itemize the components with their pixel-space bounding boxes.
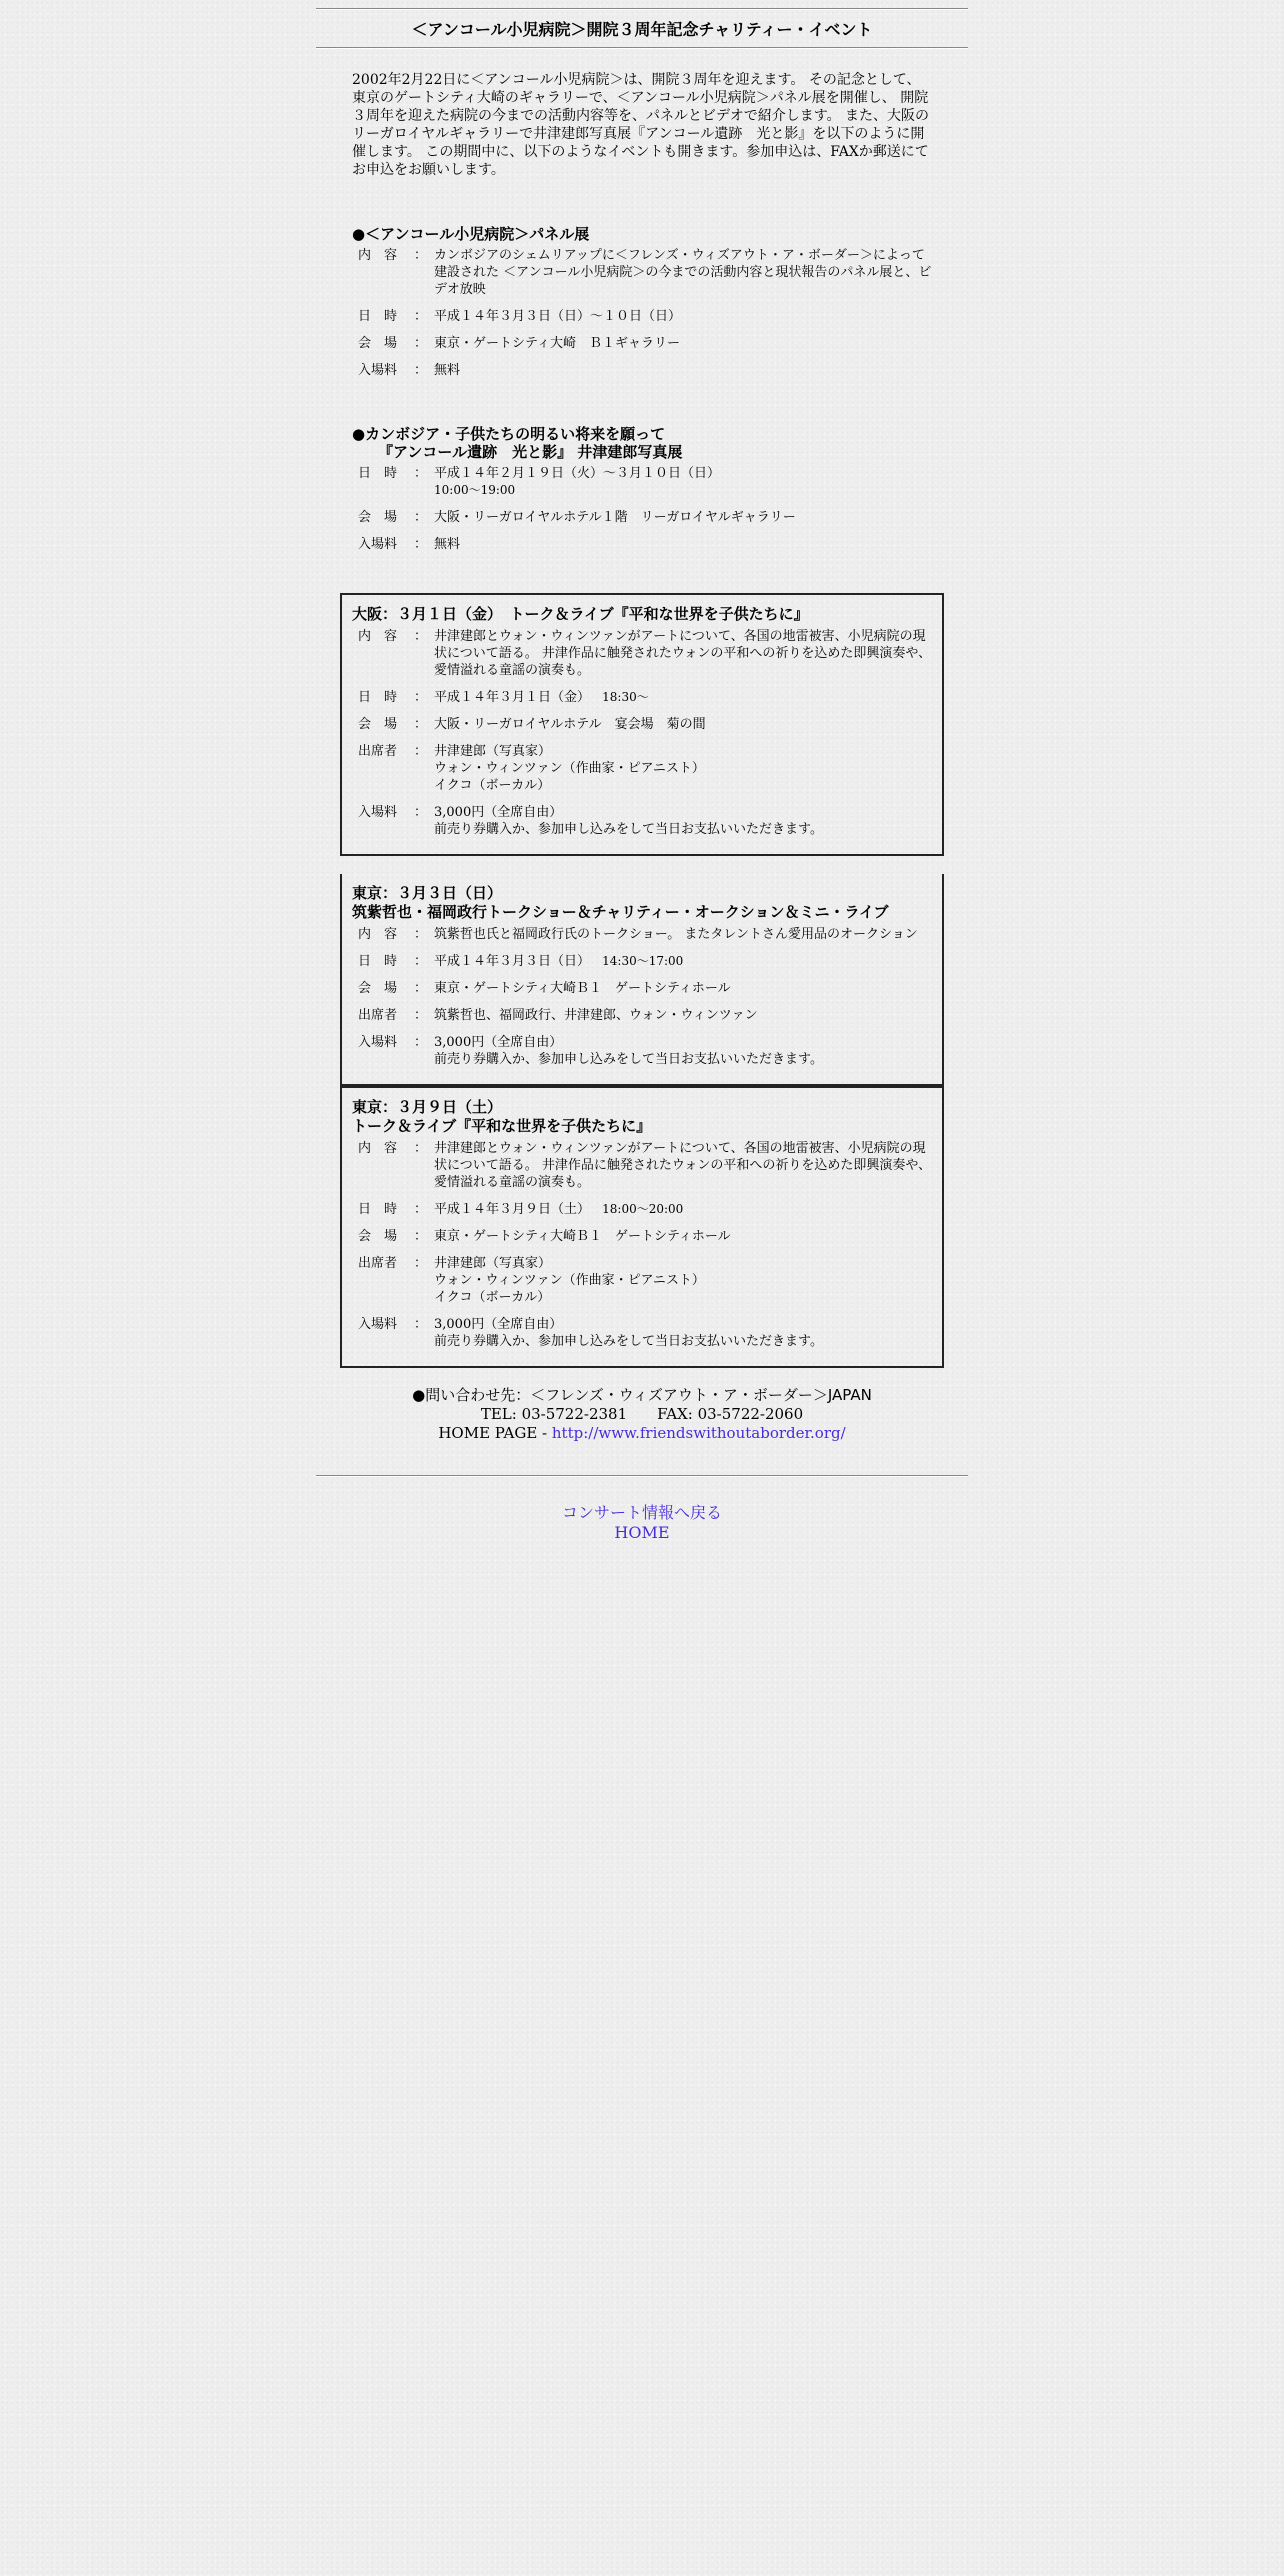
colon: ： [414,690,428,705]
contact-phone-fax: TEL: 03-5722-2381 FAX: 03-5722-2060 [480,1405,804,1423]
colon: ： [414,248,428,263]
info-row-venue [352,980,932,1007]
label-admission: 入場料 [358,805,398,820]
event-time: 18:00～20:00 [602,1202,684,1216]
label-venue: 会 場 [358,717,398,732]
value-performers [434,1255,932,1316]
label-content: 内 容 [358,248,398,263]
footer-nav [316,1503,968,1543]
colon: ： [414,1317,428,1332]
info-row-datetime [352,465,932,509]
label-datetime: 日 時 [358,690,398,705]
value-venue: 東京・ゲートシティ大崎Ｂ１ ゲートシティホール [434,1229,731,1244]
contact-info [316,1386,968,1443]
event-title: 大阪：３月１日（金） トーク＆ライブ『平和な世界を子供たちに』 [352,605,809,623]
colon: ： [414,336,428,351]
info-row-performers [352,1007,932,1034]
date-range: 平成１４年２月１９日（火）～３月１０日（日） [434,466,721,481]
info-row-content [352,628,932,689]
info-row-admission [352,362,932,389]
event-box-osaka [340,593,944,856]
performer: ウォン・ウィンツァン（作曲家・ピアニスト） [434,1273,705,1288]
info-row-venue [352,335,932,362]
info-row-venue [352,509,932,536]
event-box-tokyo-mar3 [340,874,944,1086]
value-content: 井津建郎とウォン・ウィンツァンがアートについて、各国の地雷被害、小児病院の現状について語る。 井津作品に触発されたウォンの平和への祈りを込めた即興演奏や、愛情溢れる童謡の演奏も。 [434,1141,932,1190]
photo-exhibition-section [352,425,932,563]
performer: 井津建郎（写真家） [434,744,552,759]
panel-exhibition-section [352,225,932,389]
label-performers: 出席者 [358,744,398,759]
info-table [352,247,932,389]
home-link[interactable]: HOME [614,1523,670,1542]
performer: イクコ（ボーカル） [434,778,551,793]
value-datetime [434,465,932,509]
value-admission: 無料 [434,363,461,378]
colon: ： [414,1035,428,1050]
section-title: ●＜アンコール小児病院＞パネル展 [352,225,590,243]
colon: ： [414,717,428,732]
section-title [352,425,932,461]
colon: ： [414,954,428,969]
value-performers [434,743,932,804]
colon: ： [414,1141,428,1156]
label-content: 内 容 [358,927,398,942]
event-title-line1: 東京：３月３日（日） [352,884,503,902]
label-admission: 入場料 [358,363,398,378]
event-date: 平成１４年３月１日（金） [434,690,591,705]
event-title-line1: 東京：３月９日（土） [352,1098,503,1116]
value-datetime [434,689,932,716]
label-venue: 会 場 [358,1229,398,1244]
value-datetime [434,953,932,980]
value-content: 筑紫哲也氏と福岡政行氏のトークショー。 またタレントさん愛用品のオークション [434,927,918,942]
colon: ： [414,805,428,820]
info-row-datetime [352,308,932,335]
colon: ： [414,1229,428,1244]
label-venue: 会 場 [358,510,398,525]
label-datetime: 日 時 [358,466,398,481]
info-row-content [352,247,932,308]
info-row-venue [352,716,932,743]
colon: ： [414,309,428,324]
value-admission [434,804,932,848]
event-title-line2: トーク＆ライブ『平和な世界を子供たちに』 [352,1117,652,1135]
value-content: カンボジアのシェムリアップに＜フレンズ・ウィズアウト・ア・ボーダー＞によって建設された ＜アンコール小児病院＞の今までの活動内容と現状報告のパネル展と、ビデオ放映 [434,248,932,297]
colon: ： [414,510,428,525]
label-venue: 会 場 [358,336,398,351]
colon: ： [414,981,428,996]
performer: 井津建郎（写真家） [434,1256,552,1271]
label-venue: 会 場 [358,981,398,996]
admission-note: 前売り券購入か、参加申し込みをして当日お支払いいただきます。 [434,1052,823,1067]
info-row-datetime [352,689,932,716]
page-title: ＜アンコール小児病院＞開院３周年記念チャリティー・イベント [411,20,873,39]
value-datetime [434,1201,932,1228]
info-row-performers [352,743,932,804]
performer: イクコ（ボーカル） [434,1290,551,1305]
info-table [352,628,932,848]
info-row-content [352,1140,932,1201]
event-title [352,884,932,922]
info-row-admission [352,1034,932,1078]
info-table [352,926,932,1078]
info-row-datetime [352,1201,932,1228]
colon: ： [414,537,428,552]
homepage-label: HOME PAGE - [438,1424,552,1442]
admission-note: 前売り券購入か、参加申し込みをして当日お支払いいただきます。 [434,822,823,837]
value-performers: 筑紫哲也、福岡政行、井津建郎、ウォン・ウィンツァン [434,1008,758,1023]
info-table [352,1140,932,1360]
label-admission: 入場料 [358,1317,398,1332]
value-admission [434,1316,932,1360]
colon: ： [414,744,428,759]
performer: ウォン・ウィンツァン（作曲家・ピアニスト） [434,761,705,776]
label-content: 内 容 [358,629,398,644]
event-box-tokyo-mar9 [340,1086,944,1368]
colon: ： [414,466,428,481]
section-title-main: ●カンボジア・子供たちの明るい将来を願って [352,425,666,443]
page [316,8,968,1543]
intro-paragraph: 2002年2月22日に＜アンコール小児病院＞は、開院３周年を迎えます。 その記念として、東京のゲートシティ大崎のギャラリーで、＜アンコール小児病院＞パネル展を開催し、 開院３周年を迎えた病院の今までの活動内容等を、パネルとビデオで紹介します。 また、大阪のリーガロイヤルギャラリーで井津建郎写真展『アンコール遺跡 光と影』を以下のように開催します。 この期間中に、以下のようなイベントも開きます。参加申込は、FAXか郵送にてお申込をお願いします。 [352,72,930,178]
value-venue: 大阪・リーガロイヤルホテル 宴会場 菊の間 [434,717,706,732]
info-row-performers [352,1255,932,1316]
value-venue: 大阪・リーガロイヤルホテル１階 リーガロイヤルギャラリー [434,510,796,525]
value-venue: 東京・ゲートシティ大崎Ｂ１ ゲートシティホール [434,981,731,996]
info-table [352,465,932,563]
admission-price: 3,000円（全席自由） [434,1317,563,1332]
value-content: 井津建郎とウォン・ウィンツァンがアートについて、各国の地雷被害、小児病院の現状について語る。 井津作品に触発されたウォンの平和への祈りを込めた即興演奏や、愛情溢れる童謡の演奏も。 [434,629,932,678]
time-range: 10:00～19:00 [434,483,516,497]
colon: ： [414,363,428,378]
label-datetime: 日 時 [358,954,398,969]
label-performers: 出席者 [358,1008,398,1023]
value-venue: 東京・ゲートシティ大崎 Ｂ１ギャラリー [434,336,680,351]
info-row-admission [352,536,932,563]
value-admission: 無料 [434,537,461,552]
event-title-line2: 筑紫哲也・福岡政行トークショー＆チャリティー・オークション＆ミニ・ライブ [352,903,889,921]
admission-price: 3,000円（全席自由） [434,1035,563,1050]
info-row-venue [352,1228,932,1255]
value-admission [434,1034,932,1078]
info-row-datetime [352,953,932,980]
label-datetime: 日 時 [358,309,398,324]
label-datetime: 日 時 [358,1202,398,1217]
back-to-concert-link[interactable]: コンサート情報へ戻る [561,1503,722,1522]
colon: ： [414,629,428,644]
label-admission: 入場料 [358,1035,398,1050]
contact-homepage [316,1424,968,1443]
colon: ： [414,1256,428,1271]
colon: ： [414,927,428,942]
colon: ： [414,1008,428,1023]
event-title [352,1098,932,1136]
event-time: 18:30～ [602,690,649,704]
event-time: 14:30～17:00 [602,954,684,968]
event-date: 平成１４年３月９日（土） [434,1202,591,1217]
info-row-content [352,926,932,953]
footer-divider [316,1475,968,1477]
contact-org: ●問い合わせ先：＜フレンズ・ウィズアウト・ア・ボーダー＞JAPAN [412,1386,872,1404]
event-date: 平成１４年３月３日（日） [434,954,591,969]
label-admission: 入場料 [358,537,398,552]
admission-price: 3,000円（全席自由） [434,805,563,820]
label-content: 内 容 [358,1141,398,1156]
label-performers: 出席者 [358,1256,398,1271]
section-subtitle: 『アンコール遺跡 光と影』 井津建郎写真展 [378,443,683,461]
colon: ： [414,1202,428,1217]
info-row-admission [352,1316,932,1360]
admission-note: 前売り券購入か、参加申し込みをして当日お支払いいただきます。 [434,1334,823,1349]
value-datetime: 平成１４年３月３日（日）～１０日（日） [434,309,682,324]
info-row-admission [352,804,932,848]
homepage-link[interactable]: http://www.friendswithoutaborder.org/ [551,1424,846,1442]
title-divider [316,47,968,49]
